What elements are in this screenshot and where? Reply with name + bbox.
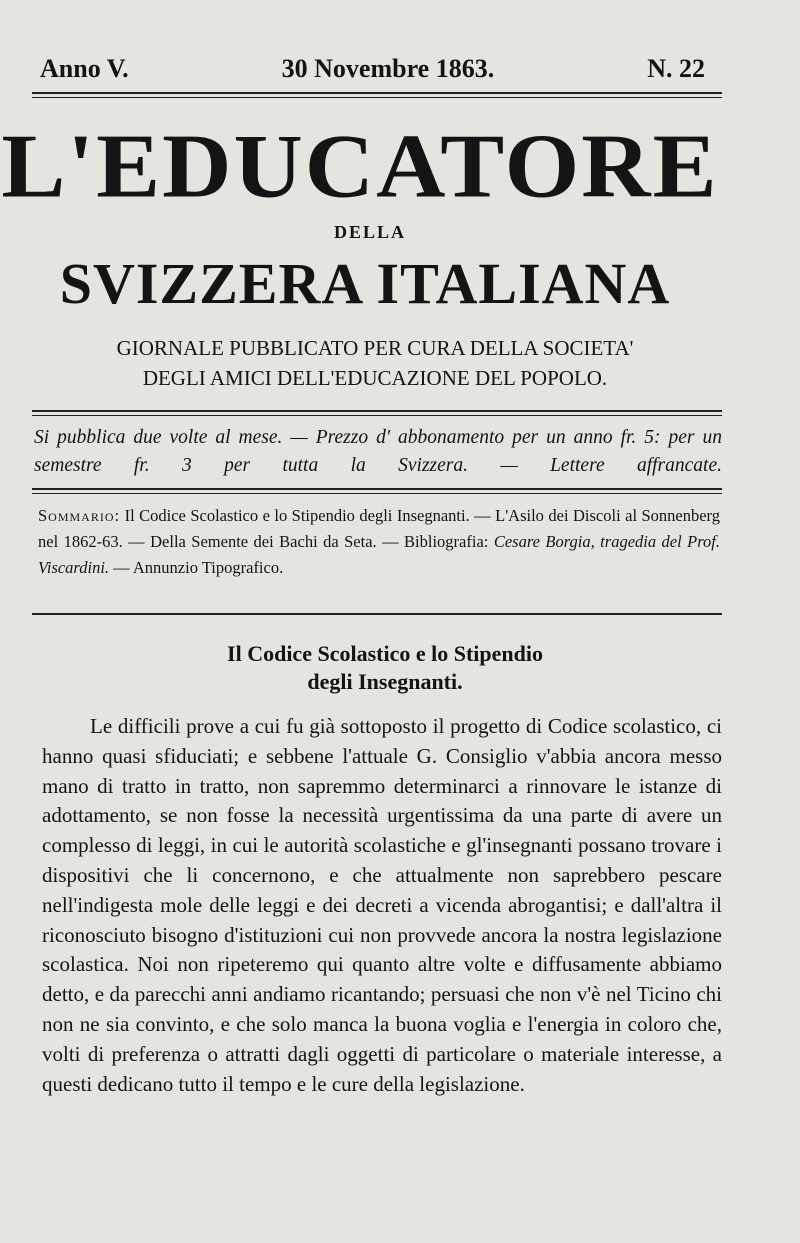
- issue-year: Anno V.: [40, 54, 129, 83]
- summary: [38, 503, 720, 581]
- summary-label: Sommario:: [38, 506, 121, 525]
- summary-rule: [32, 613, 722, 615]
- article-paragraph: Le difficili prove a cui fu già sottoposto il progetto di Codice scolastico, ci hanno quasi sfiduciati; e sebbene l'attuale G. Consiglio v'abbia ancora messo mano di tratto in tratto, non sapremmo determinarci a rinnovare le istanze di adottamento, se non fosse la necessità urgentissima da una parte di avere un complesso di leggi, in cui le autorità scolastiche e gl'insegnanti possano trovare i dispositivi che li concernono, e che attualmente non saprebbero pescare nell'indigesta mole delle leggi e dei decreti a vicenda abrogantisi; e dall'altra il riconosciuto bisogno d'istituzioni cui non provvede ancora la nostra legislazione scolastica. Noi non ripeteremo qui quanto altre volte e diffusamente abbiamo detto, e da parecchi anni andiamo ricantando; persuasi che non v'è nel Ticino chi non ne sia convinto, e che solo manca la buona voglia e l'energia in coloro che, volti di preferenza o attratti dagli oggetti di particolare o materiale interesse, a questi dedicano tutto il tempo e le cure della legislazione.: [42, 714, 722, 1096]
- masthead-rule: [32, 410, 722, 412]
- issue-date: 30 Novembre 1863.: [281, 54, 495, 83]
- issue-number: N. 22: [647, 54, 705, 83]
- publication-info: Si pubblica due volte al mese. — Prezzo d' abbonamento per un anno fr. 5: per un semestre fr. 3 per tutta la Svizzera. — Lettere affrancate.: [34, 427, 722, 476]
- article-title: [0, 640, 770, 696]
- summary-text: Il Codice Scolastico e lo Stipendio degli Insegnanti. — L'Asilo dei Discoli al Sonnenberg nel 1862-63. — Della Semente dei Bachi da Seta. — Bibliografia:: [38, 506, 721, 551]
- newspaper-title: L'EDUCATORE: [1, 114, 719, 217]
- journal-description-line-1: GIORNALE PUBBLICATO PER CURA DELLA SOCIETA': [116, 336, 634, 360]
- pubinfo-rule-thin: [32, 493, 722, 494]
- newspaper-subtitle: SVIZZERA ITALIANA: [59, 251, 671, 316]
- journal-description-line-2: DEGLI AMICI DELL'EDUCAZIONE DEL POPOLO.: [142, 366, 608, 390]
- title-connector: DELLA: [333, 222, 406, 242]
- masthead-rule-thin: [32, 415, 722, 416]
- article-body: [42, 712, 722, 1099]
- issue-header: [40, 54, 705, 84]
- article-title-line-1: Il Codice Scolastico e lo Stipendio: [227, 641, 543, 666]
- header-rule: [32, 92, 722, 94]
- article-title-line-2: degli Insegnanti.: [307, 669, 463, 694]
- pubinfo-rule: [32, 488, 722, 490]
- summary-book-title: Cesare Borgia, tragedia del Prof. Viscardini.: [38, 532, 720, 577]
- summary-text-end: — Annunzio Tipografico.: [113, 558, 284, 577]
- header-rule-thin: [32, 97, 722, 98]
- journal-description: [0, 333, 750, 393]
